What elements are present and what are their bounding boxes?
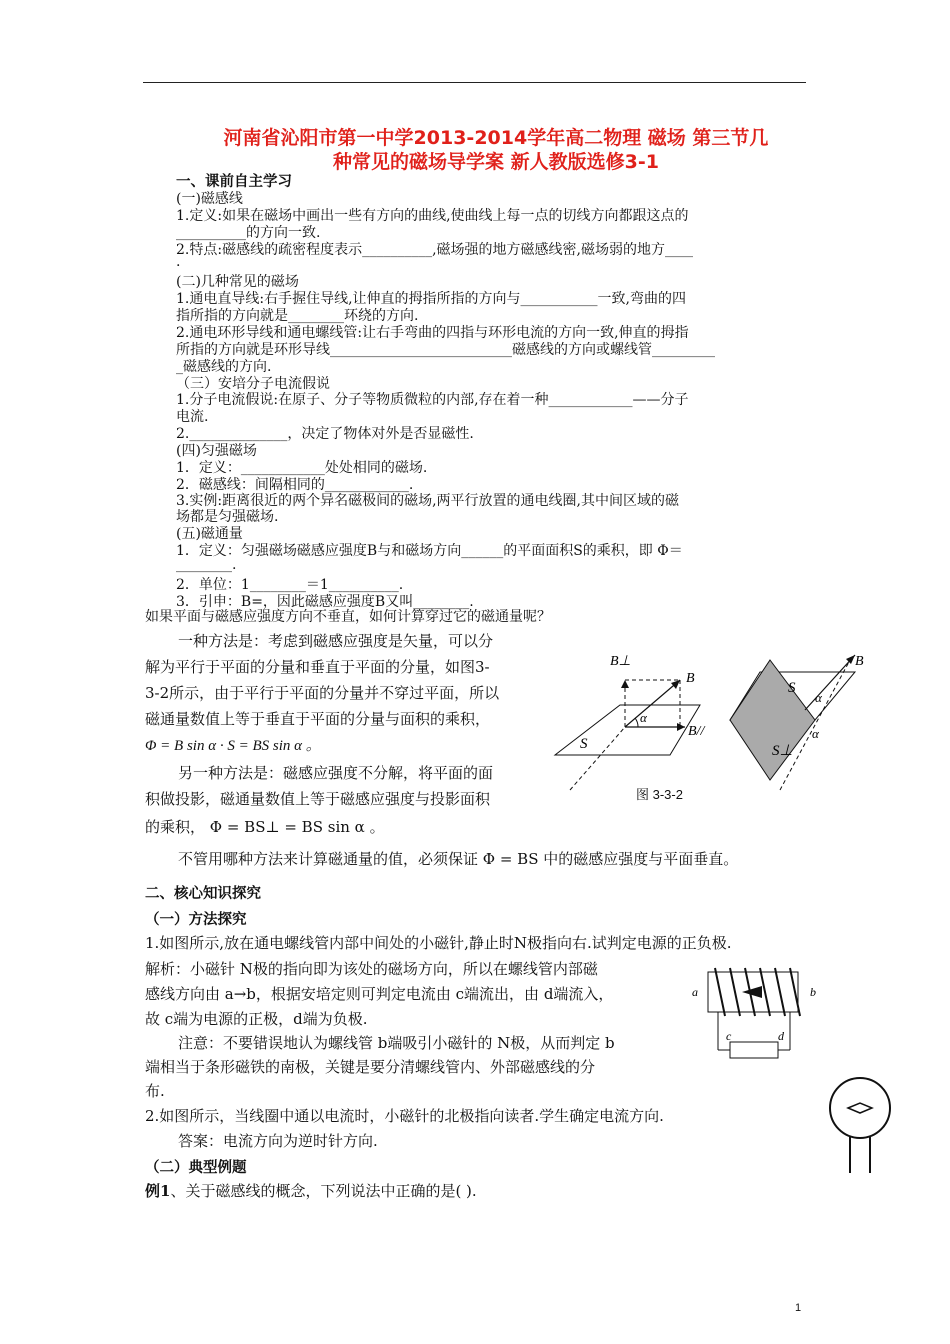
p4-line4: 场都是匀强磁场. — [176, 509, 279, 525]
subsection-examples: （二）典型例题 — [145, 1160, 247, 1176]
label-b-right: B — [855, 654, 864, 669]
answer1-line2: 感线方向由 a→b，根据安培定则可判定电流由 c端流出，由 d端流入， — [145, 985, 614, 1003]
label-alpha-right2: α — [812, 726, 819, 741]
p5-line3: 2．单位：1________＝1__________. — [176, 577, 404, 593]
b-vector — [625, 680, 680, 727]
section2-heading: 二、核心知识探究 — [145, 886, 261, 902]
p4-line3: 3.实例:距离很近的两个异名磁极间的磁场,两平行放置的通电线圈,其中间区域的磁 — [176, 493, 679, 509]
answer1-line1: 解析：小磁针 N极的指向即为该处的磁场方向，所以在螺线管内部磁 — [145, 960, 598, 978]
b-par-arrowhead — [677, 723, 685, 731]
header-rule — [143, 82, 806, 83]
p2-line4: 所指的方向就是环形导线__________________________磁感线的方向或螺线管_________ — [176, 342, 715, 358]
label-alpha-right: α — [815, 690, 822, 705]
example1-text: 、关于磁感线的概念，下列说法中正确的是( ). — [170, 1182, 477, 1200]
answer2: 答案：电流方向为逆时针方向. — [178, 1132, 378, 1150]
p5-line1: 1．定义：匀强磁场磁感应强度B与和磁场方向______的平面面积S的乘积，即 Φ＝ — [176, 543, 683, 559]
p2-line5: _磁感线的方向. — [176, 359, 272, 375]
p5-line4: 3．引申：B=，因此磁感应强度B又叫________. — [176, 594, 474, 610]
method1-line2: 解为平行于平面的分量和垂直于平面的分量，如图3- — [145, 658, 490, 676]
p4-heading: (四)匀强磁场 — [176, 443, 257, 459]
method1-formula: Φ = B sin α · S = BS sin α 。 — [145, 738, 321, 754]
coil-ring — [830, 1078, 890, 1138]
method2-line3: 的乘积， Φ = BS⊥ = BS sin α 。 — [145, 818, 385, 836]
label-b-par: B// — [688, 724, 705, 739]
figure-caption: 图 3-3-2 — [636, 787, 683, 802]
label-alpha-left: α — [640, 710, 647, 725]
page-number: 1 — [795, 1302, 802, 1314]
label-s-right: S — [788, 680, 796, 696]
label-s-perp: S⊥ — [772, 743, 793, 759]
method1-line4: 磁通量数值上等于垂直于平面的分量与面积的乘积， — [145, 710, 491, 728]
label-b: B — [686, 671, 695, 686]
method1-line1: 一种方法是：考虑到磁感应强度是矢量，可以分 — [178, 632, 494, 650]
p2-heading: (二)几种常见的磁场 — [176, 274, 299, 290]
p1-line4: . — [176, 254, 181, 270]
example1-label: 例1 — [145, 1182, 171, 1200]
projected-plane — [730, 660, 815, 780]
compass-needle — [848, 1103, 872, 1113]
method2-line2: 积做投影，磁通量数值上等于磁感应强度与投影面积 — [145, 790, 491, 808]
p1-line2: __________的方向一致. — [176, 225, 321, 241]
p4-line1: 1．定义：____________处处相同的磁场. — [176, 460, 428, 476]
p4-line2: 2．磁感线：间隔相同的____________. — [176, 477, 414, 493]
p1-heading: (一)磁感线 — [176, 191, 243, 207]
coil-figure — [813, 1075, 908, 1175]
p3-line2: 电流. — [176, 409, 209, 425]
p2-line1: 1.通电直导线:右手握住导线,让伸直的拇指所指的方向与___________一致,弯曲的四 — [176, 291, 686, 307]
p1-line3: 2.特点:磁感线的疏密程度表示__________,磁场强的地方磁感线密,磁场弱的地方____ — [176, 242, 693, 258]
note-line1: 注意：不要错误地认为螺线管 b端吸引小磁针的 N极，从而判定 b — [178, 1034, 615, 1052]
method2-line1: 另一种方法是：磁感应强度不分解，将平面的面 — [178, 764, 494, 782]
subsection-method: （一）方法探究 — [145, 912, 247, 928]
document-title-line1: 河南省沁阳市第一中学2013-2014学年高二物理 磁场 第三节几 — [223, 127, 769, 149]
question2: 2.如图所示，当线圈中通以电流时，小磁针的北极指向读者.学生确定电流方向. — [145, 1107, 664, 1125]
solenoid-figure — [670, 960, 830, 1075]
note-line2: 端相当于条形磁铁的南极，关键是要分清螺线管内、外部磁感线的分 — [145, 1058, 596, 1076]
p3-line3: 2.______________，决定了物体对外是否显磁性. — [176, 426, 474, 442]
figure-3-3-2 — [550, 640, 880, 800]
b-perp-arrowhead — [621, 680, 629, 688]
method1-line3: 3-2所示，由于平行于平面的分量并不穿过平面，所以 — [145, 684, 500, 702]
p5-line2: ________. — [176, 557, 237, 573]
p5-heading: (五)磁通量 — [176, 526, 243, 542]
label-b2: b — [810, 985, 816, 999]
p3-heading: （三）安培分子电流假说 — [176, 376, 330, 392]
p2-line2: 指所指的方向就是________环绕的方向. — [176, 308, 419, 324]
b-arrowhead — [671, 680, 680, 689]
p1-line1: 1.定义:如果在磁场中画出一些有方向的曲线,使曲线上每一点的切线方向都跟这点的 — [176, 208, 689, 224]
section1-heading: 一、课前自主学习 — [176, 174, 292, 190]
document-title-line2: 种常见的磁场导学案 新人教版选修3-1 — [333, 151, 659, 173]
p2-line3: 2.通电环形导线和通电螺线管:让右手弯曲的四指与环形电流的方向一致,伸直的拇指 — [176, 325, 689, 341]
label-c: c — [726, 1029, 732, 1043]
question1: 1.如图所示,放在通电螺线管内部中间处的小磁针,静止时N极指向右.试判定电源的正负极. — [145, 934, 732, 952]
incident-line — [570, 727, 625, 790]
label-b-perp: B⊥ — [610, 654, 631, 669]
p3-line1: 1.分子电流假说:在原子、分子等物质微粒的内部,存在着一种____________——分子 — [176, 392, 689, 408]
p5-question: 如果平面与磁感应强度方向不垂直，如何计算穿过它的磁通量呢？ — [145, 609, 551, 625]
note-line3: 布. — [145, 1082, 165, 1100]
answer1-line3: 故 c端为电源的正极，d端为负极. — [145, 1010, 368, 1028]
label-s-left: S — [580, 736, 588, 752]
label-d: d — [778, 1029, 784, 1043]
alpha-arc — [635, 718, 638, 727]
example1 — [145, 1180, 477, 1201]
label-a: a — [692, 985, 698, 999]
method3-line: 不管用哪种方法来计算磁通量的值，必须保证 Φ = BS 中的磁感应强度与平面垂直。 — [178, 850, 739, 868]
